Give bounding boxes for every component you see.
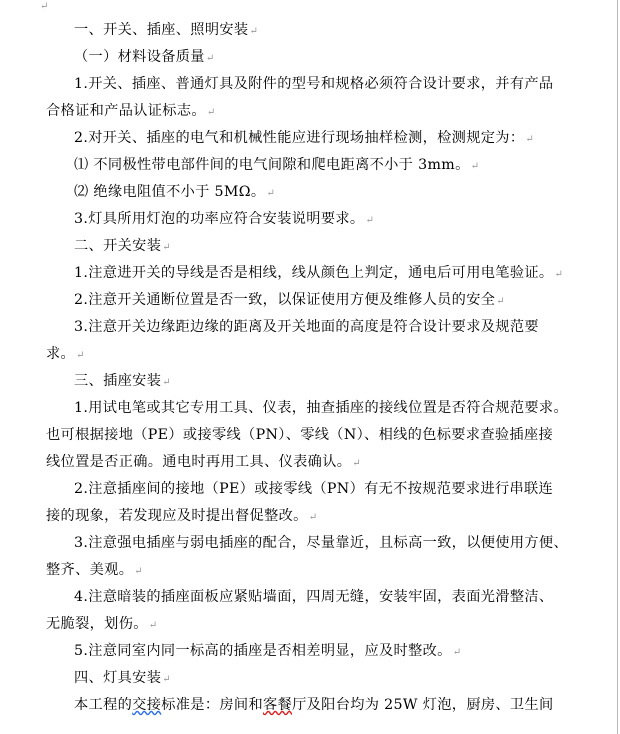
paragraph-line: 1.开关、插座、普通灯具及附件的型号和规格必须符合设计要求，并有产品 [74, 76, 554, 92]
paragraph-line: 3.注意开关边缘距边缘的距离及开关地面的高度是符合设计要求及规范要 [74, 319, 539, 335]
paragraph-line: 求。↵ [46, 346, 85, 362]
paragraph-line: 1.注意进开关的导线是否是相线，线从颜色上判定，通电后可用电笔验证。↵ [74, 265, 563, 281]
heading-1: 一、开关、插座、照明安装↵ [74, 22, 258, 38]
heading-2: 二、开关安装↵ [74, 238, 171, 254]
paragraph-line: 接的现象，若发现应及时提出督促整改。↵ [46, 508, 318, 524]
paragraph-line: 3.灯具所用灯泡的功率应符合安装说明要求。↵ [74, 211, 374, 227]
page-edge [617, 0, 618, 734]
paragraph-line: 4.注意暗装的插座面板应紧贴墙面，四周无缝，安装牢固，表面光滑整洁、 [74, 589, 554, 605]
list-item: ⑴ 不同极性带电部件间的电气间隙和爬电距离不小于 3mm。↵ [74, 157, 479, 173]
paragraph-line: 2.注意插座间的接地（PE）或接零线（PN）有无不按规范要求进行串联连 [74, 481, 554, 497]
spelling-marked-word[interactable]: 客餐 [263, 697, 293, 713]
paragraph-line: 本工程的交接标准是：房间和客餐厅及阳台均为 25W 灯泡，厨房、卫生间 [74, 697, 554, 713]
paragraph-line: 无脆裂，划伤。↵ [46, 616, 158, 632]
paragraph-line: 2.对开关、插座的电气和机械性能应进行现场抽样检测，检测规定为：↵ [74, 130, 534, 146]
paragraph-line: 2.注意开关通断位置是否一致，以保证使用方便及维修人员的安全↵ [74, 292, 505, 308]
paragraph-line: 1.用试电笔或其它专用工具、仪表，抽查插座的接线位置是否符合规范要求。 [74, 400, 568, 416]
subheading-1: （一）材料设备质量↵ [74, 49, 215, 65]
paragraph-line: 3.注意强电插座与弱电插座的配合，尽量靠近，且标高一致，以便使用方便、 [74, 535, 568, 551]
corner-paragraph-mark: ↵ [40, 1, 49, 12]
paragraph-line: 整齐、美观。↵ [46, 562, 143, 578]
paragraph-line: 合格证和产品认证标志。↵ [46, 103, 216, 119]
heading-4: 四、灯具安装↵ [74, 670, 171, 686]
grammar-marked-word[interactable]: 交接 [132, 697, 162, 713]
paragraph-line: 线位置是否正确。通电时再用工具、仪表确认。↵ [46, 454, 361, 470]
heading-3: 三、插座安装↵ [74, 373, 171, 389]
list-item: ⑵ 绝缘电阻值不小于 5MΩ。↵ [74, 184, 275, 200]
paragraph-line: 也可根据接地（PE）或接零线（PN）、零线（N）、相线的色标要求查验插座接 [46, 427, 554, 443]
paragraph-line: 5.注意同室内同一标高的插座是否相差明显，应及时整改。↵ [74, 643, 462, 659]
